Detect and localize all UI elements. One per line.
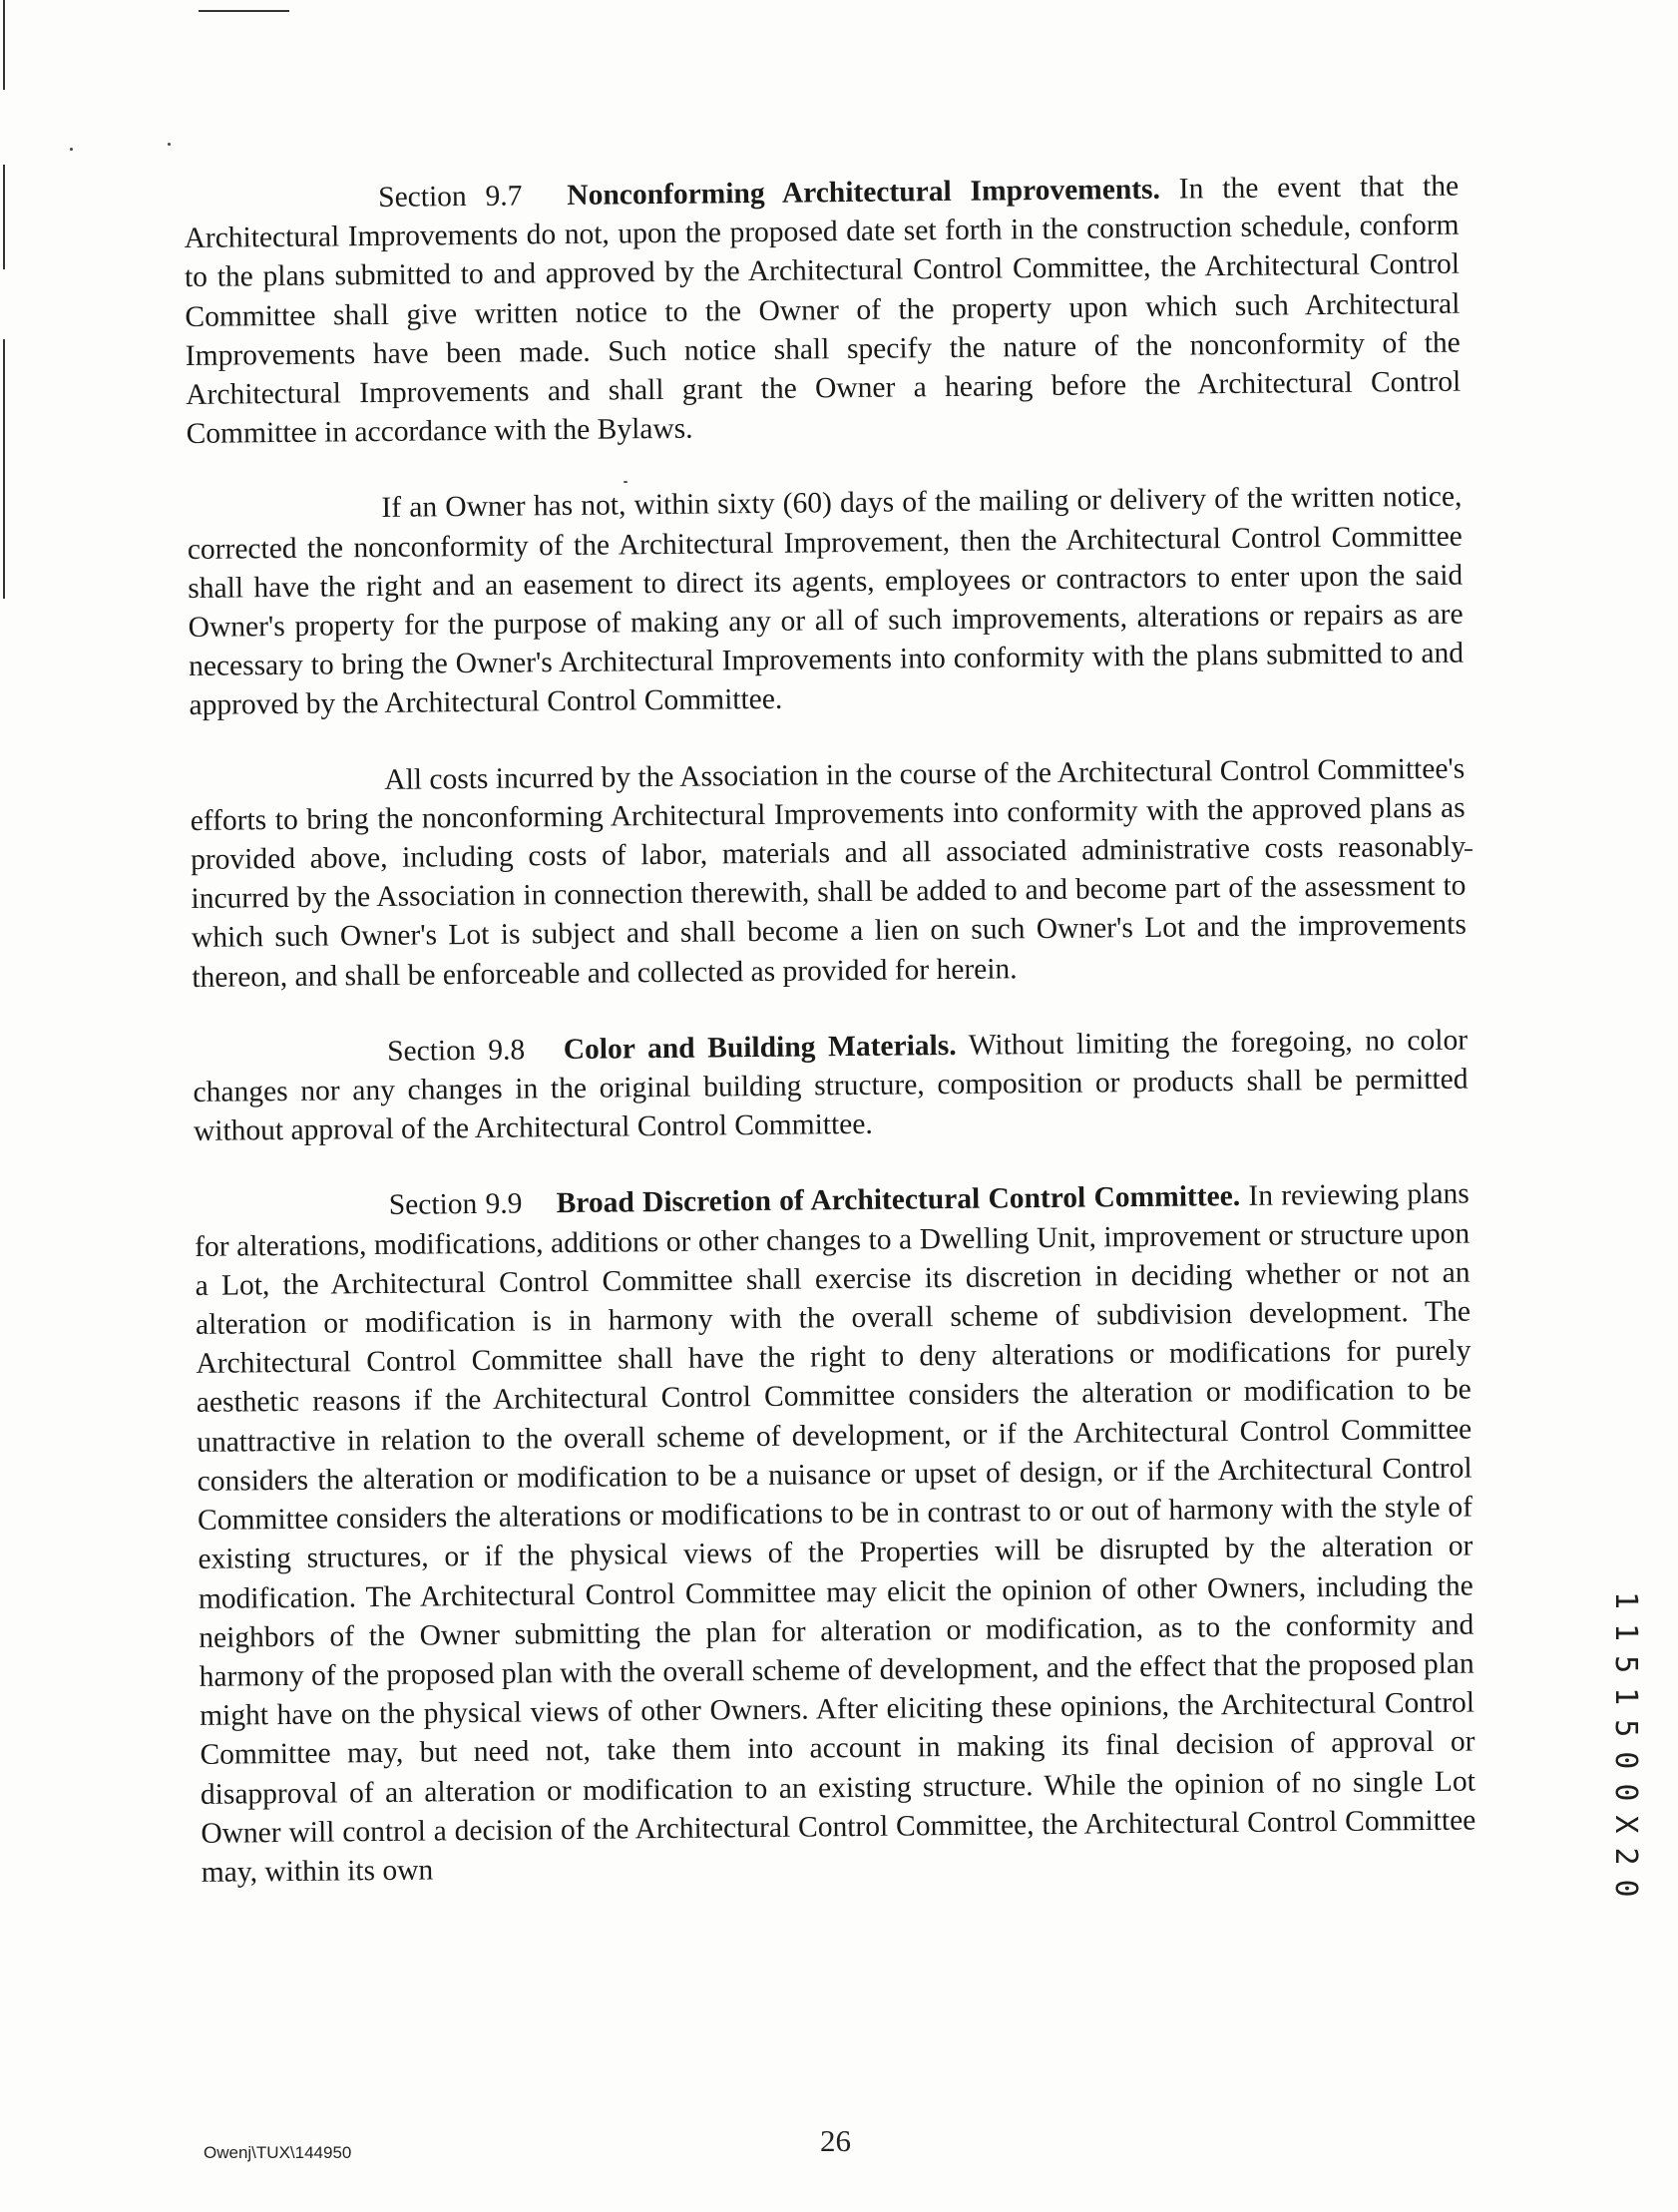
paragraph-text: If an Owner has not, within sixty (60) days of the mailing or delivery of the written notice, corrected the nonconformity of the Architectural Improvement, then the Architectural Control Committee shall have the right and an easement to direct its agents, employees or contractors to enter upon the said Owner's property for the purpose of making any or all of such improvements, alterations or repairs as are necessary to bring the Owner's Architectural Improvements into conformity with the plans submitted to and approved by the Architectural Control Committee. xyxy=(187,481,1465,722)
section-heading: Color and Building Materials. xyxy=(563,1029,957,1066)
side-stamp-text: 1151500X20 xyxy=(1608,1591,1643,1912)
footer-document-id: Owenj\TUX\144950 xyxy=(204,2143,352,2162)
section-number: Section 9.7 xyxy=(378,180,523,214)
scan-artifact-left-line xyxy=(3,339,5,599)
paragraph-text: Without limiting the foregoing, no color changes nor any changes in the original building structure, composition or products shall be permitted without approval of the Architectural Control Committee. xyxy=(193,1024,1468,1148)
scan-artifact-left-line xyxy=(3,0,5,90)
side-stamp xyxy=(1608,1591,1678,1951)
section-number: Section 9.8 xyxy=(386,1034,526,1068)
paragraph-text: All costs incurred by the Association in the course of the Architectural Control Committee's efforts to bring the nonconforming Architectural Improvements into conformity with the approved plans as provided above, including costs of labor, materials and all associated administrative costs reasonably incurred by the Association in connection therewith, shall be added to and become part of the assessment to which such Owner's Lot is subject and shall become a lien on such Owner's Lot and the improvements thereon, and shall be enforceable and collected as provided for herein. xyxy=(190,752,1468,994)
paragraph-text: In reviewing plans for alterations, modifications, additions or other changes to a Dwelling Unit, improvement or structure upon a Lot, the Architectural Control Committee shall exercise its discretion in deciding whether or not an alteration or modification is in harmony with the overall scheme of subdivision development. The Architectural Control Committee shall have the right to deny alterations or modifications for purely aesthetic reasons if the Architectural Control Committee considers the alteration or modification to be unattractive in relation to the overall scheme of development, or if the Architectural Control Committee considers the alteration or modification to be a nuisance or upset of design, or if the Architectural Control Committee considers the alterations or modifications to be in contrast to or out of harmony with the style of existing structures, or if the physical views of the Properties will be disrupted by the alteration or modification. The Architectural Control Committee may elicit the opinion of other Owners, including the neighbors of the Owner submitting the plan for alteration or modification, as to the conformity and harmony of the proposed plan with the overall scheme of development, and the effect that the proposed plan might have on the physical views of other Owners. After eliciting these opinions, the Architectural Control Committee may, but need not, take them into account in making its final decision of approval or disapproval of an alteration or modification to an existing structure. While the opinion of no single Lot Owner will control a decision of the Architectural Control Committee, the Architectural Control Committee may, within its own xyxy=(195,1178,1476,1889)
costs-paragraph xyxy=(190,749,1467,998)
section-9-8-paragraph xyxy=(193,1021,1468,1151)
page-number: 26 xyxy=(820,2123,851,2158)
section-heading: Broad Discretion of Architectural Control Committee. xyxy=(556,1180,1241,1220)
section-heading: Nonconforming Architectural Improvements. xyxy=(567,173,1161,212)
section-9-9-paragraph xyxy=(195,1175,1476,1893)
scan-artifact-dot xyxy=(168,143,171,146)
document-body xyxy=(184,168,1476,1930)
scan-artifact-dot xyxy=(70,148,73,151)
scan-artifact-left-line xyxy=(3,165,5,269)
section-number: Section 9.9 xyxy=(388,1187,523,1222)
section-9-7-paragraph xyxy=(184,168,1462,455)
scan-artifact-dash xyxy=(1465,849,1472,851)
scan-artifact-top-line xyxy=(199,10,289,12)
paragraph-text: In the event that the Architectural Improvements do not, upon the proposed date set forth in the construction schedule, conform to the plans submitted to and approved by the Architectural Control Committee, the Architectural Control Committee shall give written notice to the Owner of the property upon which such Architectural Improvements have been made. Such notice shall specify the nature of the nonconformity of the Architectural Improvements and shall grant the Owner a hearing before the Architectural Control Committee in accordance with the Bylaws. xyxy=(184,170,1462,451)
notice-cure-paragraph xyxy=(187,478,1464,726)
